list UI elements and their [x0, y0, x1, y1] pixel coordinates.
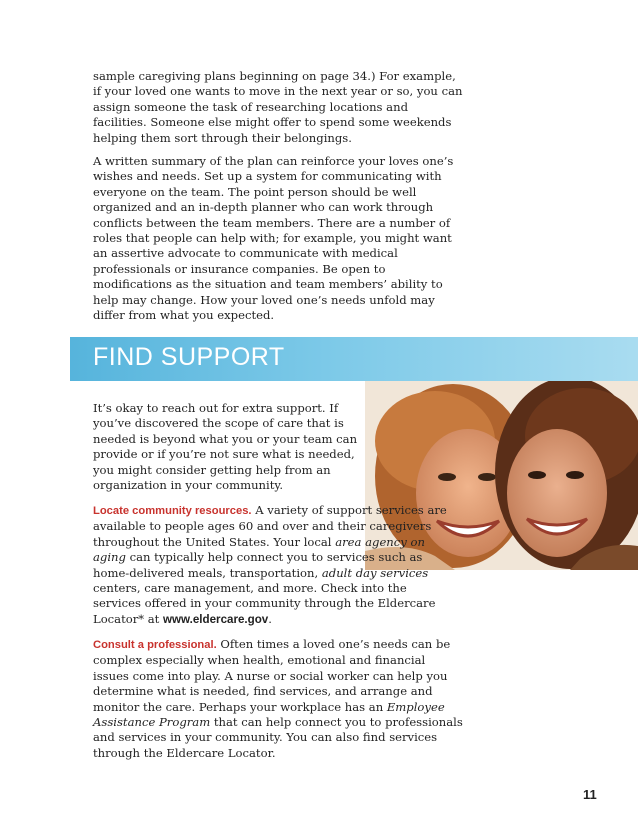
support-intro-paragraph: It’s okay to reach out for extra support. If you’ve discovered the scope of care that is needed is beyond what you or your team can provide or if you’re not sure what is needed, you might consider getting help from an organization in your community. — [93, 401, 358, 493]
area-agency-term: area agency on aging — [93, 534, 425, 565]
intro-paragraph-2: A written summary of the plan can reinforce your loves one’s wishes and needs. Set up a system for communicating with everyone on the team. The point person should be well organized and an in-depth planner who can work through conflicts between the team members. There are a number of roles that people can help with; for example, you might want an assertive advocate to communicate with medical professionals or insurance companies. Be open to modifications as the situation and team members’ ability to help may change. How your loved one’s needs unfold may differ from what you expected. — [93, 154, 454, 323]
adult-day-services-term: adult day services — [321, 565, 429, 580]
section-banner — [70, 337, 638, 381]
consult-professional-heading: Consult a professional. — [93, 639, 217, 651]
section-title: FIND SUPPORT — [93, 343, 285, 371]
locate-resources-heading: Locate community resources. — [93, 505, 252, 517]
consult-professional-paragraph — [93, 637, 463, 761]
locate-resources-paragraph — [93, 503, 458, 627]
intro-text — [93, 69, 463, 324]
consult-text-2: that can help connect you to professionals and services in your community. You can also find services through the Eldercare Locator. — [93, 715, 463, 760]
locate-text-2: can typically help connect you to services such as home-delivered meals, transportation, — [93, 550, 423, 580]
locate-text-3: centers, care management, and more. Check into the services offered in your community through the Eldercare Locator* at — [93, 581, 436, 626]
employee-assistance-term: Employee Assistance Program — [93, 699, 445, 730]
consult-text-1: Often times a loved one’s needs can be complex especially when health, emotional and financial issues come into play. A nurse or social worker can help you determine what is needed, find services, and arrange and monitor the care. Perhaps your workplace has an — [93, 637, 451, 714]
locate-resources-block — [93, 503, 458, 627]
eldercare-website-link[interactable]: www.eldercare.gov — [163, 612, 269, 626]
intro-paragraph-1: sample caregiving plans beginning on page 34.) For example, if your loved one wants to move in the next year or so, you can assign someone the task of researching locations and facilities. Someone else might offer to spend some weekends helping them sort through their belongings. — [93, 69, 463, 145]
page-number: 11 — [583, 787, 597, 802]
consult-professional-block — [93, 637, 463, 761]
support-intro — [93, 401, 358, 493]
locate-text-1: A variety of support services are available to people ages 60 and over and their caregivers throughout the United States. Your local — [93, 503, 447, 549]
locate-text-end: . — [268, 611, 272, 626]
